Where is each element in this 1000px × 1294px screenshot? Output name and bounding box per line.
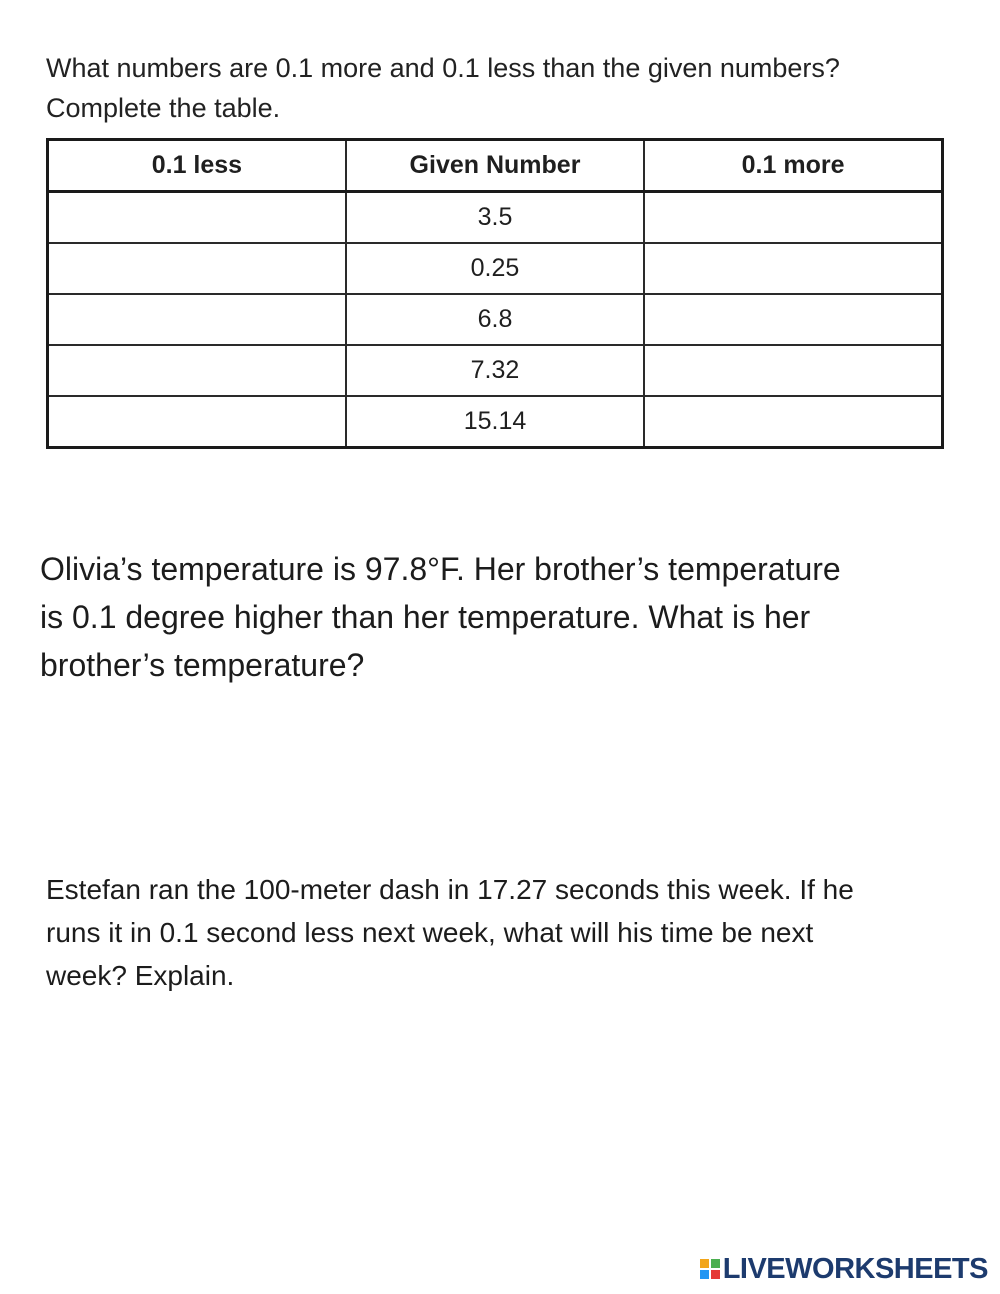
given-number-3: 6.8 bbox=[346, 294, 644, 345]
liveworksheets-logo-icon bbox=[700, 1259, 720, 1279]
answer-more-3[interactable] bbox=[644, 294, 942, 345]
logo-square bbox=[711, 1270, 720, 1279]
answer-less-2[interactable] bbox=[48, 243, 346, 294]
table-header-row bbox=[48, 140, 943, 192]
question-3-line-1: Estefan ran the 100-meter dash in 17.27 seconds this week. If he bbox=[46, 874, 854, 905]
given-number-1: 3.5 bbox=[346, 192, 644, 244]
answer-more-2[interactable] bbox=[644, 243, 942, 294]
question-3-line-2: runs it in 0.1 second less next week, what will his time be next bbox=[46, 917, 814, 948]
question-2-line-1: Olivia’s temperature is 97.8°F. Her brother’s temperature bbox=[40, 551, 841, 587]
table-row bbox=[48, 396, 943, 448]
table-row bbox=[48, 243, 943, 294]
decimal-table bbox=[46, 138, 944, 449]
given-number-5: 15.14 bbox=[346, 396, 644, 448]
question-2-prompt bbox=[40, 545, 980, 689]
logo-square bbox=[711, 1259, 720, 1268]
liveworksheets-brand bbox=[700, 1252, 988, 1286]
logo-square bbox=[700, 1259, 709, 1268]
given-number-4: 7.32 bbox=[346, 345, 644, 396]
table-row bbox=[48, 192, 943, 244]
answer-less-5[interactable] bbox=[48, 396, 346, 448]
header-less: 0.1 less bbox=[48, 140, 346, 192]
answer-less-4[interactable] bbox=[48, 345, 346, 396]
question-1-prompt bbox=[46, 48, 966, 128]
answer-more-4[interactable] bbox=[644, 345, 942, 396]
answer-more-1[interactable] bbox=[644, 192, 942, 244]
question-1-line-2: Complete the table. bbox=[46, 93, 281, 123]
question-1-line-1: What numbers are 0.1 more and 0.1 less than the given numbers? bbox=[46, 53, 840, 83]
brand-name: LIVEWORKSHEETS bbox=[722, 1252, 988, 1285]
question-3-prompt bbox=[46, 868, 986, 997]
answer-more-5[interactable] bbox=[644, 396, 942, 448]
given-number-2: 0.25 bbox=[346, 243, 644, 294]
question-2-line-2: is 0.1 degree higher than her temperature. What is her bbox=[40, 599, 811, 635]
answer-less-1[interactable] bbox=[48, 192, 346, 244]
header-given: Given Number bbox=[346, 140, 644, 192]
question-3-line-3: week? Explain. bbox=[46, 960, 235, 991]
question-2-line-3: brother’s temperature? bbox=[40, 647, 365, 683]
answer-less-3[interactable] bbox=[48, 294, 346, 345]
table-row bbox=[48, 345, 943, 396]
table-row bbox=[48, 294, 943, 345]
logo-square bbox=[700, 1270, 709, 1279]
header-more: 0.1 more bbox=[644, 140, 942, 192]
